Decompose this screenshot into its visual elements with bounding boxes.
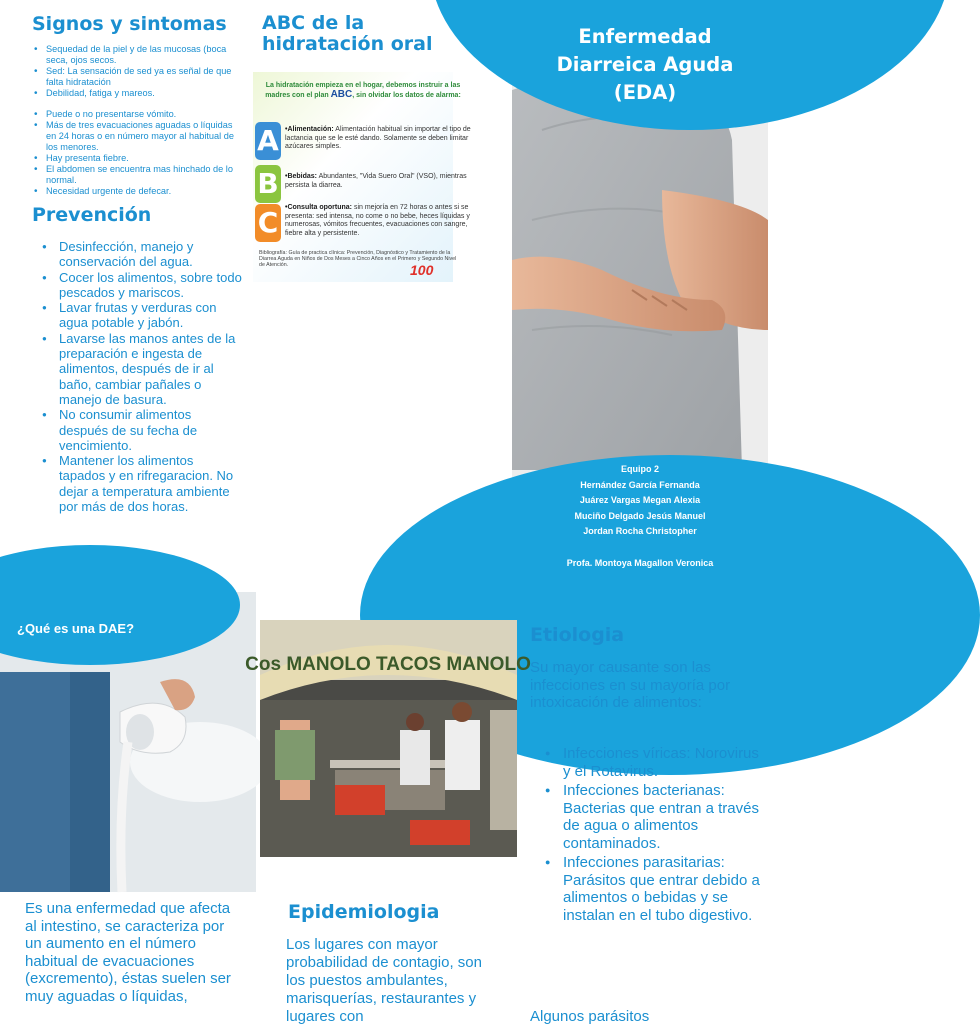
cover-title-line: Enfermedad [578,25,712,48]
epidemiology-text: Los lugares con mayor probabilidad de contagio, son los puestos ambulantes, marisquerías, restaurantes y lugares con [286,936,482,1025]
food-stall-illustration [245,620,531,857]
abc-intro-tail: , sin olvidar los datos de alarma: [352,92,461,99]
team-member: Juárez Vargas Megan Alexia [579,495,701,506]
list-item: • Sequedad de la piel y de las mucosas (boca seca, ojos secos. [34,44,234,66]
list-item: • Más de tres evacuaciones aguadas o líquidas en 24 horas o en número mayor al habitual de los menores. [34,120,234,153]
etiology-list [545,745,765,926]
cover-title [540,23,750,107]
letter-b-icon: B [255,165,281,203]
abc-intro-emphasis: ABC [330,89,353,100]
abc-feeding-label: •Alimentación: [285,126,334,133]
team-member: Jordan Rocha Christopher [583,526,697,537]
list-item: ● Infecciones parasitarias: Parásitos que entrar debido a alimentos o bebidas y se instalan en el tubo digestivo. [545,854,765,924]
teacher-name: Profa. Montoya Magallon Veronica [566,557,714,568]
signs-list [34,44,234,197]
etiology-heading: Etiologia [530,624,625,646]
abc-drinks-text [285,173,485,190]
list-item: • Debilidad, fatiga y mareos. [34,88,234,99]
epidemiology-heading: Epidemiologia [288,901,440,923]
letter-a-icon: A [255,122,281,160]
list-item: ● Mantener los alimentos tapados y en rifregaracion. No dejar a temperatura ambiente por más de dos horas. [42,453,242,514]
abc-drinks-label: •Bebidas: [285,173,318,180]
abc-consult-body: sin mejoría en 72 horas o antes si se presenta: sed intensa, no come o no bebe, heces líquidas y numerosas, vómitos frecuentes, evacuaciones con sangre, fiebre alta y persistente. [285,204,470,237]
list-item: • Necesidad urgente de defecar. [34,186,234,197]
list-item: • Puede o no presentarse vómito. [34,109,234,120]
list-item: ● Lavarse las manos antes de la preparación e ingesta de alimentos, después de ir al baño, cambiar pañales o manejo de basura. [42,331,242,407]
abc-drinks-body: Abundantes, "Vida Suero Oral" (VSO), mientras persista la diarrea. [285,173,467,189]
list-item: • Hay presenta fiebre. [34,153,234,164]
abc-intro [263,81,463,100]
abc-feeding-text [285,126,485,152]
letter-c-icon: C [255,204,281,242]
etiology-continued-text: Algunos parásitos [530,1008,650,1025]
abc-intro-text: La hidratación empieza en el hogar, debemos instruir a las madres con el plan [265,82,461,99]
cover-title-line: Diarreica Aguda [556,53,734,76]
abc-infographic [253,72,471,282]
abc-consult-label: •Consulta oportuna: [285,204,352,211]
stall-sign-text: Cos MANOLO TACOS MANOLO [245,654,531,675]
list-item: ● No consumir alimentos después de su fecha de vencimiento. [42,407,242,453]
etiology-intro: Su mayor causante son las infecciones en su mayoría por intoxicación de alimentos: [530,659,731,711]
team-member: Hernández García Fernanda [580,479,700,490]
abc-feeding-body: Alimentación habitual sin importar el tipo de lactancia que se le esté dando. Solamente se deben limitar azúcares simples. [285,126,471,151]
abc-bibliography: Bibliografía: Guía de practica clínica: Prevención, Diagnóstico y Tratamiento de la Diarrea Aguda en Niños de Dos Meses a Cinco Años en el Primero y Segundo Nivel de Atención. [259,250,457,268]
list-item: • Sed: La sensación de sed ya es señal de que falta hidratación [34,66,234,88]
signs-heading: Signos y sintomas [32,13,227,35]
prevention-heading: Prevención [32,204,152,226]
dae-description: Es una enfermedad que afecta al intestino, se caracteriza por un aumento en el número habitual de evacuaciones (excremento), éstas suelen ser muy aguadas o líquidas, [25,900,231,1005]
cover-title-line: (EDA) [613,81,677,104]
team-member: Muciño Delgado Jesús Manuel [574,510,706,521]
abc-consult-text [285,204,485,238]
prevention-list [42,239,242,514]
list-item: • El abdomen se encuentra mas hinchado de lo normal. [34,164,234,186]
list-item: ● Lavar frutas y verduras con agua potable y jabón. [42,300,242,331]
abc-100-badge: 100 [410,262,434,278]
team-label: Equipo 2 [621,464,659,474]
dae-heading: ¿Qué es una DAE? [17,621,135,636]
list-item: ● Infecciones víricas: Norovirus y el Rotavirus. [545,745,765,780]
list-item: ● Cocer los alimentos, sobre todo pescados y mariscos. [42,270,242,301]
abc-heading: ABC de la hidratación oral [262,12,433,55]
list-item: ● Desinfección, manejo y conservación del agua. [42,239,242,270]
list-item: ● Infecciones bacterianas: Bacterias que entran a través de agua o alimentos contaminados. [545,782,765,852]
food-stall-photo [245,620,531,857]
team-credits [520,462,760,572]
